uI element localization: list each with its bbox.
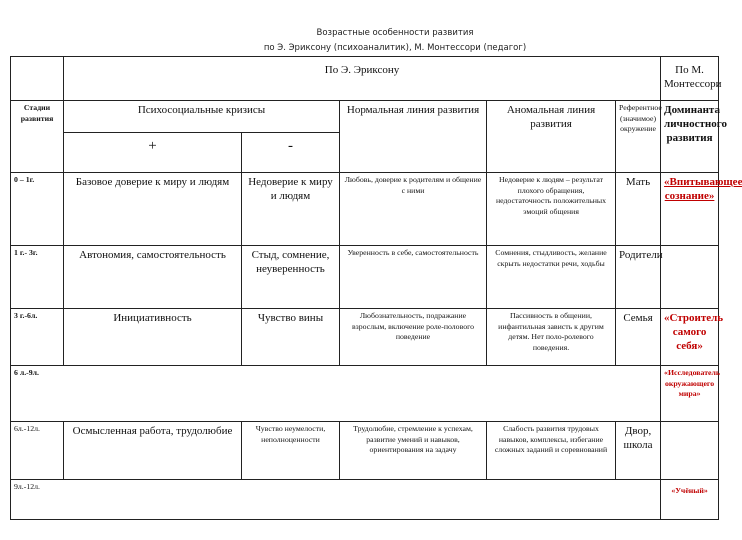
header-row-authors xyxy=(11,57,719,101)
crisis-minus-cell: Чувство неумелости, неполноценности xyxy=(242,422,340,480)
header-row-columns xyxy=(11,101,719,133)
dominant-cell: «Исследователь окружающего мира» xyxy=(661,366,719,422)
corner-cell xyxy=(11,57,64,101)
table-row xyxy=(11,480,719,520)
crisis-plus-cell: Инициативность xyxy=(64,309,242,366)
document-caption xyxy=(0,26,720,56)
crisis-plus-cell: Автономия, самостоятельность xyxy=(64,246,242,309)
crisis-plus-cell: Осмысленная работа, трудолюбие xyxy=(64,422,242,480)
age-cell: 1 г.- 3г. xyxy=(11,246,64,309)
header-anomal: Аномальная линия развития xyxy=(487,101,616,173)
header-montessori: По М. Монтессори xyxy=(661,57,719,101)
crisis-minus-cell: Недоверие к миру и людям xyxy=(242,173,340,246)
age-cell: 6л.-12л. xyxy=(11,422,64,480)
header-plus: + xyxy=(64,133,242,173)
table-row xyxy=(11,366,719,422)
header-erikson: По Э. Эриксону xyxy=(64,57,661,101)
crisis-plus-cell: Базовое доверие к миру и людям xyxy=(64,173,242,246)
table-row xyxy=(11,173,719,246)
caption-title: Возрастные особенности развития xyxy=(316,28,474,38)
age-cell: 6 л.-9л. xyxy=(11,366,661,422)
dominant-cell: «Впитывающее сознание» xyxy=(661,173,719,246)
header-dominant: Доминанта личностного развития xyxy=(661,101,719,173)
anomal-line-cell: Пассивность в общении, инфантильная зависть к другим детям. Нет поло-ролевого поведения. xyxy=(487,309,616,366)
referent-cell: Семья xyxy=(616,309,661,366)
normal-line-cell: Любовь, доверие к родителям и общение с ними xyxy=(340,173,487,246)
dominant-cell xyxy=(661,422,719,480)
age-cell: 3 г.-6л. xyxy=(11,309,64,366)
anomal-line-cell: Недоверие к людям – результат плохого обращения, недостаточность положительных эмоций общения xyxy=(487,173,616,246)
development-table xyxy=(10,56,742,520)
header-minus: - xyxy=(242,133,340,173)
table-row xyxy=(11,309,719,366)
crisis-minus-cell: Стыд, сомнение, неуверенность xyxy=(242,246,340,309)
referent-cell: Двор, школа xyxy=(616,422,661,480)
caption-subtitle: по Э. Эриксону (психоаналитик), М. Монтессори (педагог) xyxy=(263,43,527,53)
referent-cell: Родители xyxy=(616,246,661,309)
normal-line-cell: Любознательность, подражание взрослым, включение роле-полового поведение xyxy=(340,309,487,366)
anomal-line-cell: Сомнения, стыдливость, желание скрыть недостатки речи, ходьбы xyxy=(487,246,616,309)
normal-line-cell: Трудолюбие, стремление к успехам, развитие умений и навыков, ориентирования на задачу xyxy=(340,422,487,480)
dominant-cell xyxy=(661,246,719,309)
crisis-minus-cell: Чувство вины xyxy=(242,309,340,366)
header-normal: Нормальная линия развития xyxy=(340,101,487,173)
header-crises: Психосоциальные кризисы xyxy=(64,101,340,133)
referent-cell: Мать xyxy=(616,173,661,246)
header-stages: Стадии развития xyxy=(11,101,64,173)
age-cell: 9л.-12л. xyxy=(11,480,661,520)
age-cell: 0 – 1г. xyxy=(11,173,64,246)
anomal-line-cell: Слабость развития трудовых навыков, комплексы, избегание сложных заданий и соревнований xyxy=(487,422,616,480)
dominant-cell: «Строитель самого себя» xyxy=(661,309,719,366)
normal-line-cell: Уверенность в себе, самостоятельность xyxy=(340,246,487,309)
table-row xyxy=(11,422,719,480)
table-row xyxy=(11,246,719,309)
dominant-cell: «Учёный» xyxy=(661,480,719,520)
header-referent: Референтное (значимое) окружение xyxy=(616,101,661,173)
